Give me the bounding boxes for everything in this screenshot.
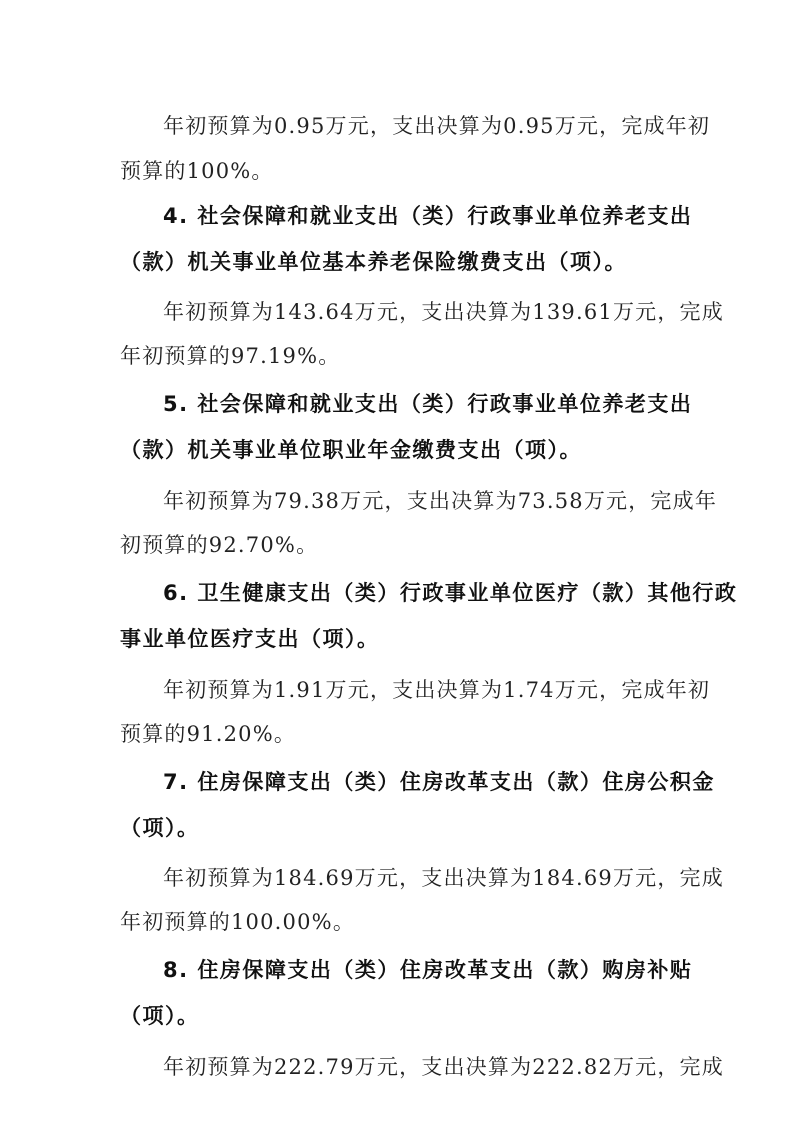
section-heading-line: 6. 卫生健康支出（类）行政事业单位医疗（款）其他行政 (163, 581, 738, 605)
section-heading-line: （款）机关事业单位基本养老保险缴费支出（项）。 (120, 250, 627, 274)
section-heading-line: 5. 社会保障和就业支出（类）行政事业单位养老支出 (163, 392, 693, 416)
paragraph-line: 年初预算为79.38万元，支出决算为73.58万元，完成年 (163, 489, 718, 513)
paragraph-line: 初预算的92.70%。 (120, 533, 319, 557)
section-heading-line: （款）机关事业单位职业年金缴费支出（项）。 (120, 438, 582, 462)
section-heading-line: （项）。 (120, 816, 200, 840)
paragraph-line: 年初预算的97.19%。 (120, 344, 341, 368)
paragraph-line: 年初预算的100.00%。 (120, 910, 356, 934)
paragraph-line: 年初预算为1.91万元，支出决算为1.74万元，完成年初 (163, 678, 711, 702)
paragraph-line: 预算的91.20%。 (120, 722, 297, 746)
paragraph-line: 预算的100%。 (120, 159, 274, 183)
paragraph-line: 年初预算为222.79万元，支出决算为222.82万元，完成 (163, 1055, 724, 1079)
paragraph-line: 年初预算为184.69万元，支出决算为184.69万元，完成 (163, 866, 724, 890)
section-heading-line: 7. 住房保障支出（类）住房改革支出（款）住房公积金 (163, 770, 715, 794)
section-heading-line: 4. 社会保障和就业支出（类）行政事业单位养老支出 (163, 204, 693, 228)
section-heading-line: 8. 住房保障支出（类）住房改革支出（款）购房补贴 (163, 958, 693, 982)
paragraph-line: 年初预算为143.64万元，支出决算为139.61万元，完成 (163, 300, 724, 324)
section-heading-line: （项）。 (120, 1004, 200, 1028)
section-heading-line: 事业单位医疗支出（项）。 (120, 627, 380, 651)
paragraph-line: 年初预算为0.95万元，支出决算为0.95万元，完成年初 (163, 114, 711, 138)
